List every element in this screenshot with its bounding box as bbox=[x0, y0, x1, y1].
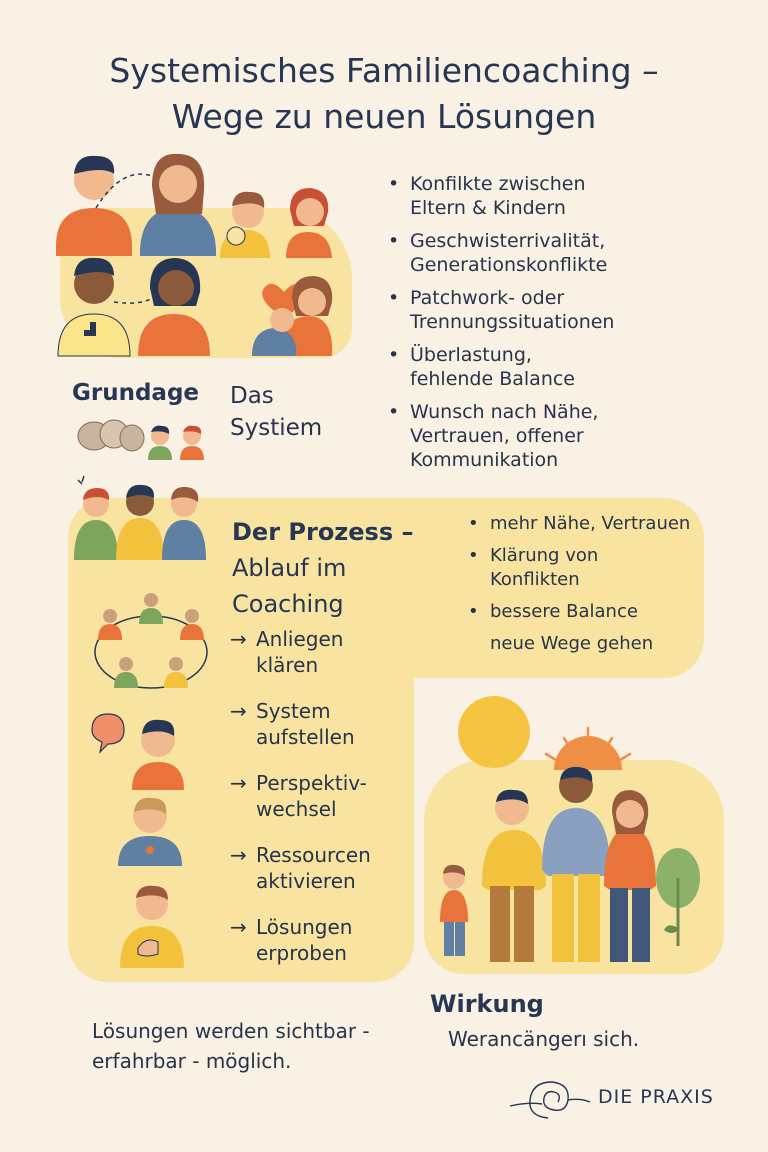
list-item: • mehr Nähe, Vertrauen bbox=[462, 512, 752, 536]
list-item: • bessere Balance bbox=[462, 600, 752, 624]
wirkung-text: Werancängerı sich. bbox=[448, 1027, 640, 1051]
step-item: → Anliegen klären bbox=[230, 627, 344, 677]
arrow-right-icon: → bbox=[230, 627, 247, 651]
spiral-logo-icon bbox=[508, 1072, 592, 1122]
results-list bbox=[462, 512, 752, 664]
circle-of-people-icon bbox=[88, 590, 214, 702]
title-line-1: Systemisches Familiencoaching – bbox=[109, 51, 659, 90]
list-item: • Patchwork- oder Trennungssituationen bbox=[382, 286, 752, 334]
step-item: → System aufstellen bbox=[230, 699, 355, 749]
resource-person-icon bbox=[116, 870, 188, 968]
process-steps bbox=[230, 626, 420, 986]
wirkung-label: Wirkung bbox=[430, 990, 544, 1018]
step-item: → Perspektiv- wechsel bbox=[230, 771, 367, 821]
happy-family-sunrise-illustration bbox=[424, 690, 724, 976]
arrow-right-icon: → bbox=[230, 915, 247, 939]
issues-list bbox=[382, 172, 752, 481]
footer-statement: Lösungen werden sichtbar - erfahrbar - möglich. bbox=[92, 1019, 370, 1073]
title-line-2: Wege zu neuen Lösungen bbox=[171, 97, 597, 136]
group-of-three-icon bbox=[70, 468, 210, 564]
step-item: → Lösungen erproben bbox=[230, 915, 353, 965]
list-item: • Geschwisterrivalität, Generationskonflikte bbox=[382, 229, 752, 277]
step-item: → Ressourcen aktivieren bbox=[230, 843, 371, 893]
brand-logo bbox=[508, 1072, 714, 1122]
arrow-right-icon: → bbox=[230, 771, 247, 795]
list-item: neue Wege gehen bbox=[490, 633, 654, 654]
system-family-icon bbox=[74, 414, 214, 464]
process-heading: Der Prozess – Ablauf im Coaching bbox=[232, 518, 414, 618]
grundlage-label: Grundage bbox=[72, 380, 200, 406]
family-conversation-illustration bbox=[52, 146, 352, 366]
system-label: Das Systiem bbox=[230, 383, 323, 441]
perspective-person-icon bbox=[114, 792, 186, 866]
brand-name: DIE PRAXIS bbox=[598, 1086, 714, 1108]
list-item: • Überlastung, fehlende Balance bbox=[382, 343, 752, 391]
arrow-right-icon: → bbox=[230, 699, 247, 723]
page-title bbox=[0, 48, 768, 140]
list-item: • Klärung von Konflikten bbox=[462, 544, 752, 592]
arrow-right-icon: → bbox=[230, 843, 247, 867]
list-item: • Konfilkte zwischen Eltern & Kindern bbox=[382, 172, 752, 220]
list-item: • Wunsch nach Nähe, Vertrauen, offener Kommunikation bbox=[382, 400, 752, 472]
speaking-person-icon bbox=[86, 706, 196, 790]
